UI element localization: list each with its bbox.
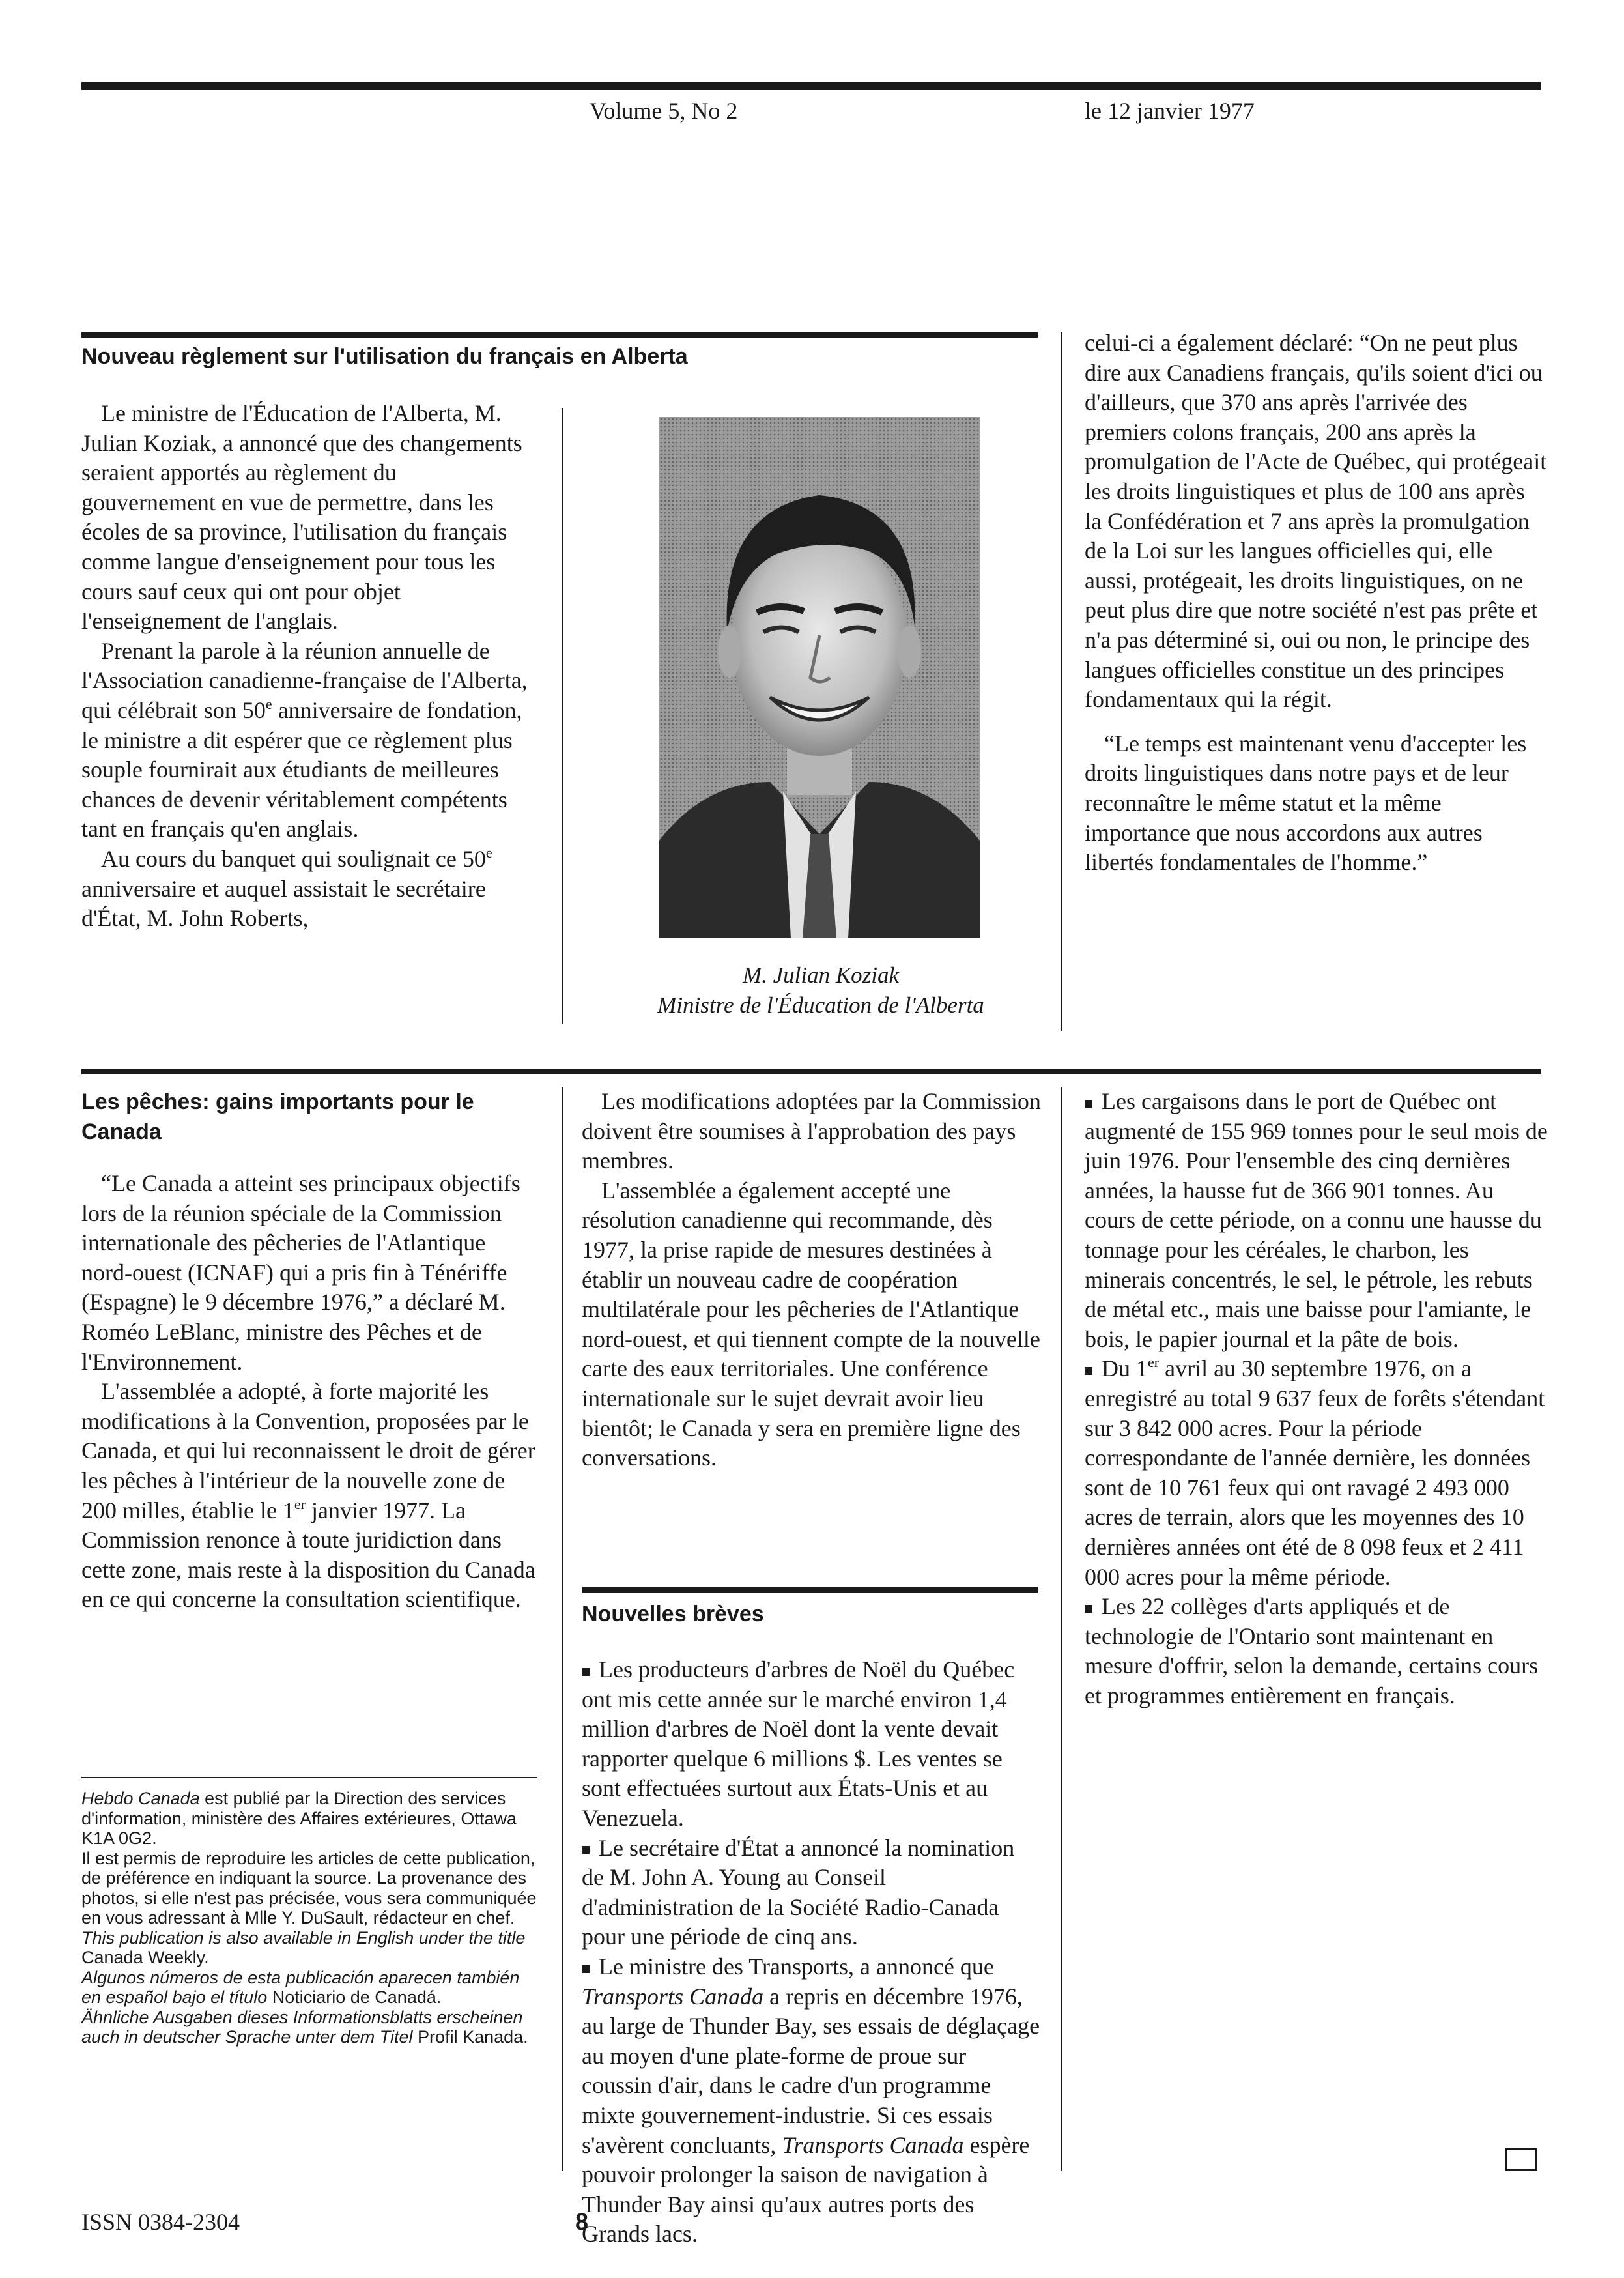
volume-number: Volume 5, No 2 [590,98,738,124]
photo-caption-title: Ministre de l'Éducation de l'Alberta [657,992,984,1018]
alberta-paragraph-5: “Le temps est maintenant venu d'accepter les droits linguistiques dans notre pays et de leur reconnaître le même statut et la même importance que nous accordons aux autres libertés fondamentales de l'homme.” [1085,730,1527,876]
page-number: 8 [575,2208,589,2235]
alberta-paragraph-4: celui-ci a également déclaré: “On ne peut plus dire aux Canadiens français, qu'ils soient d'ici ou d'ailleurs, que 370 ans après l'arrivée des premiers colons français, 200 ans après la promulgation de l'Acte de Québec, qui protégeait les droits linguistiques et plus de 100 ans après la Confédération et 7 ans après la promulgation de la Loi sur les langues officielles qui, elle aussi, protégeait, les droits linguistiques, on ne peut plus dire que notre société n'est pas prête et n'a pas déterminé si, oui ou non, le principe des langues officielles constitue un des principes fondamentaux qui la régit. [1085,330,1547,713]
column-divider-right [1061,332,1062,1031]
bullet-icon [582,1668,590,1676]
peches-paragraph-2: L'assemblée a adopté, à forte majorité les modifications à la Convention, proposées par le Canada, et qui lui reconnaissent le droit de gérer les pêches à l'intérieur de la nouvelle zone de 200 milles, établie le 1er janvier 1977. La Commission renonce à toute juridiction dans cette zone, mais reste à la disposition du Canada en ce qui concerne la consultation scientifique. [81,1378,535,1613]
brief-2: Le secrétaire d'État a annoncé la nomination de M. John A. Young au Conseil d'administration de la Société Radio-Canada pour une période de cinq ans. [582,1834,1015,1950]
bullet-icon [1085,1100,1092,1108]
column-divider-lower-1 [562,1087,563,2171]
headline-alberta: Nouveau règlement sur l'utilisation du français en Alberta [81,344,688,369]
issn-number: ISSN 0384-2304 [81,2209,240,2235]
bullet-icon [582,1965,590,1973]
peches-paragraph-4: L'assemblée a également accepté une résolution canadienne qui recommande, dès 1977, la prise rapide de mesures destinées à établir un nouveau cadre de coopération multilatérale pour les pêcheries de l'Atlantique nord-ouest, et qui tiennent compte de la nouvelle carte des eaux territoriales. Une conférence internationale sur le sujet devrait avoir lieu bientôt; le Canada y sera en première ligne des conversations. [582,1177,1040,1471]
peches-paragraph-1: “Le Canada a atteint ses principaux objectifs lors de la réunion spéciale de la Commission internationale des pêcheries de l'Atlantique nord-ouest (ICNAF) qui a pris fin à Ténériffe (Espagne) le 9 décembre 1976,” a déclaré M. Roméo LeBlanc, ministre des Pêches et de l'Environnement. [81,1170,520,1375]
briefs-column-2 [582,1655,1041,2249]
colophon-line-5: Ähnliche Ausgaben dieses Informationsblatts erscheinen auch in deutscher Sprache unter dem Titel Profil Kanada. [81,2007,528,2047]
alberta-column-3 [1085,328,1547,878]
peches-paragraph-3: Les modifications adoptées par la Commission doivent être soumises à l'approbation des pays membres. [582,1088,1041,1174]
peches-column-1 [81,1169,537,1615]
section-rule-lower [81,1069,1541,1074]
colophon [81,1789,537,2047]
brief-4: Les cargaisons dans le port de Québec ont augmenté de 155 969 tonnes pour le seul mois de juin 1976. Pour l'ensemble des cinq dernières années, la hausse fut de 366 901 tonnes. Au cours de cette période, on a connu une hausse du tonnage pour les céréales, le charbon, les minerais concentrés, le sel, le pétrole, les rebuts de métal etc., mais une baisse pour l'amiante, le bois, le papier journal et la pâte de bois. [1085,1088,1548,1352]
colophon-line-3: This publication is also available in English under the title Canada Weekly. [81,1927,526,1967]
briefs-column-3 [1085,1087,1548,1710]
alberta-column-1 [81,399,534,934]
section-rule-briefs [582,1587,1038,1593]
brief-6: Les 22 collèges d'arts appliqués et de technologie de l'Ontario sont maintenant en mesure d'offrir, selon la demande, certains cours et programmes entièrement en français. [1085,1593,1539,1708]
colophon-line-1: Hebdo Canada est publié par la Direction des services d'information, ministère des Affaires extérieures, Ottawa K1A 0G2. [81,1789,517,1848]
bullet-icon [582,1846,590,1854]
headline-briefs: Nouvelles brèves [582,1602,764,1626]
portrait-photo [659,417,980,938]
alberta-paragraph-1: Le ministre de l'Éducation de l'Alberta, M. Julian Koziak, a annoncé que des changements seraient apportés au règlement du gouvernement en vue de permettre, dans les écoles de sa province, l'utilisation du français comme langue d'enseignement pour tous les cours sauf ceux qui ont pour objet l'enseignement de l'anglais. [81,400,522,635]
end-mark-icon [1505,2148,1537,2171]
column-divider-lower-2 [1061,1087,1062,2171]
photo-caption-name: M. Julian Koziak [742,962,900,988]
portrait-illustration [659,417,980,938]
brief-3: Le ministre des Transports, a annoncé que Transports Canada a repris en décembre 1976, au large de Thunder Bay, ses essais de déglaçage au moyen d'une plate-forme de proue sur coussin d'air, dans le cadre d'un programme mixte gouvernement-industrie. Si ces essais s'avèrent concluants, Transports Canada espère pouvoir prolonger la saison de navigation à Thunder Bay ainsi qu'aux autres ports des Grands lacs. [582,1953,1040,2247]
alberta-paragraph-2: Prenant la parole à la réunion annuelle de l'Association canadienne-française de l'Alberta, qui célébrait son 50e anniversaire de fondation, le ministre a dit espérer que ce règlement plus souple fournirait aux étudiants de meilleures chances de devenir véritablement compétents tant en français qu'en anglais. [81,637,528,843]
headline-peches: Les pêches: gains importants pour le Canada [81,1089,474,1144]
alberta-paragraph-3: Au cours du banquet qui soulignait ce 50e anniversaire et auquel assistait le secrétaire d'État, M. John Roberts, [81,844,492,932]
colophon-line-4: Algunos números de esta publicación aparecen también en español bajo el título Noticiario de Canadá. [81,1967,520,2007]
top-rule [81,82,1541,90]
brief-5: Du 1er avril au 30 septembre 1976, on a enregistré au total 9 637 feux de forêts s'étendant sur 3 842 000 acres. Pour la période correspondante de l'année dernière, les données sont de 10 761 feux qui ont ravagé 2 493 000 acres de terrain, alors que les moyennes des 10 dernières années ont été de 8 098 feux et 2 411 000 acres pour la même période. [1085,1354,1545,1590]
brief-1: Les producteurs d'arbres de Noël du Québec ont mis cette année sur le marché environ 1,4 million d'arbres de Noël dont la vente devait rapporter quelque 6 millions $. Les ventes se sont effectuées surtout aux États-Unis et au Venezuela. [582,1656,1015,1831]
column-divider [562,408,563,1024]
peches-column-2 [582,1087,1041,1473]
colophon-rule [81,1777,537,1778]
section-rule-alberta [81,332,1038,338]
colophon-line-2: Il est permis de reproduire les articles de cette publication, de préférence en indiquant la source. La provenance des photos, si elle n'est pas précisée, vous sera communiquée en vous adressant à Mlle Y. DuSault, rédacteur en chef. [81,1848,537,1927]
bullet-icon [1085,1367,1092,1375]
bullet-icon [1085,1605,1092,1613]
issue-date: le 12 janvier 1977 [1085,98,1255,124]
